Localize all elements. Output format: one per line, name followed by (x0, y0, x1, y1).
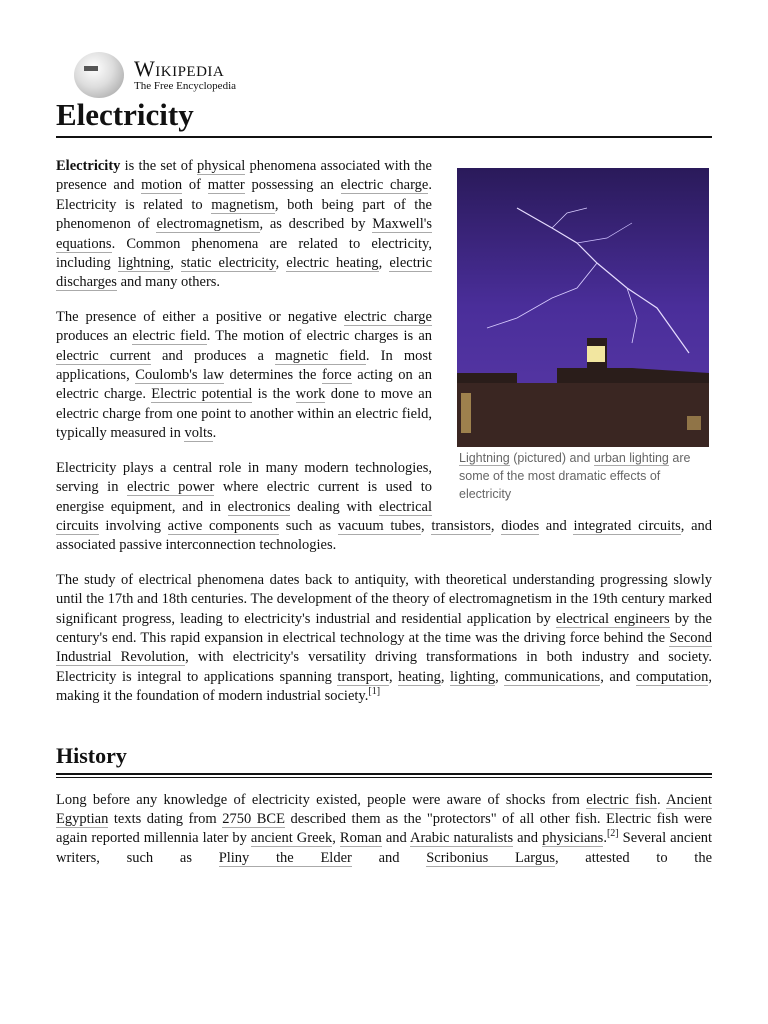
article-link[interactable]: electric heating (286, 255, 379, 272)
text: involving (98, 517, 168, 534)
text: and (381, 830, 410, 847)
text: , (275, 255, 287, 272)
text: of (182, 177, 208, 194)
text: Several ancient writers, such as (56, 830, 713, 866)
text: , attested to the (554, 849, 713, 866)
text: , (170, 255, 181, 272)
text: , as described by (259, 216, 373, 233)
text: , and associated passive interconnection technologies. (56, 517, 713, 554)
text: , both being part of the phenomenon of (56, 196, 432, 233)
article-link[interactable]: physicians (542, 830, 604, 847)
text: . Electricity is related to (56, 177, 432, 213)
citation-link[interactable]: [2] (606, 828, 619, 840)
article-link[interactable]: force (321, 367, 352, 384)
text: , (420, 517, 432, 534)
text: is the set of (120, 158, 197, 174)
article-link[interactable]: Arabic naturalists (410, 830, 514, 847)
article-link[interactable]: work (295, 386, 326, 403)
article-link[interactable]: Ancient Egyptian (56, 791, 712, 827)
article-link[interactable]: transport (337, 668, 389, 685)
text: , (332, 830, 340, 847)
text: acting on an electric charge. (56, 367, 432, 403)
article-link[interactable]: electric charge (343, 308, 432, 325)
text: described them as the "protectors" of all other fish. Electric fish were again reported millennia later by (56, 810, 712, 847)
text: , (378, 255, 390, 272)
lightning-photo[interactable] (457, 168, 709, 447)
logo-subtitle: The Free Encyclopedia (134, 79, 237, 92)
text: is the (252, 386, 296, 403)
article-link[interactable]: magnetism (211, 196, 275, 213)
article-link[interactable]: diodes (501, 517, 540, 534)
text: are some of the most dramatic effects of electricity (459, 451, 691, 501)
article-link[interactable]: electrical engineers (555, 610, 670, 627)
article-link[interactable]: ancient Greek (250, 830, 333, 847)
text: , (495, 668, 505, 685)
text: , and (600, 668, 636, 685)
article-link[interactable]: electric charge (340, 177, 429, 194)
article-link[interactable]: matter (207, 177, 245, 194)
text: and (513, 830, 543, 847)
paragraph (56, 791, 712, 869)
text: where electric current is used to energise equipment, and in (56, 479, 432, 515)
article-link[interactable]: physical (196, 158, 246, 174)
logo-title: Wikipedia (134, 55, 225, 81)
text: by the century's end. This rapid expansion in electrical technology at the time was the driving force behind the (56, 610, 712, 646)
text: Electricity plays a central role in many modern technologies, serving in (56, 459, 432, 496)
text: determines the (223, 367, 322, 384)
article-link[interactable]: electric fish (586, 791, 657, 808)
article-link[interactable]: volts (184, 425, 213, 442)
text: . In most applications, (56, 347, 433, 384)
text: The presence of either a positive or negative (56, 308, 344, 325)
article-link[interactable]: Second Industrial Revolution (56, 629, 712, 666)
text: such as (279, 517, 338, 534)
text: possessing an (244, 177, 341, 194)
text: . (212, 425, 217, 442)
article-link[interactable]: magnetic field (275, 347, 366, 364)
text: , making it the foundation of modern industrial society. (56, 668, 712, 705)
article-link[interactable]: electric power (126, 479, 215, 496)
text: dealing with (290, 498, 379, 515)
text: , (490, 517, 502, 534)
text: phenomena associated with the presence and (56, 158, 432, 194)
text: Long before any knowledge of electricity existed, people were aware of shocks from (56, 791, 587, 808)
lead-figure (457, 168, 709, 503)
text: texts dating from (108, 810, 223, 827)
text: (pictured) and (509, 451, 594, 465)
section-divider (56, 773, 712, 775)
article-link[interactable]: active components (167, 517, 280, 534)
article-link[interactable]: Lightning (459, 451, 510, 465)
text: produces an (56, 328, 133, 345)
figure-caption (457, 447, 709, 503)
text: . (656, 791, 667, 808)
article-link[interactable]: Roman (339, 830, 382, 847)
article-link[interactable]: Coulomb's law (135, 367, 224, 384)
text: . Common phenomena are related to electricity, including (56, 235, 432, 272)
citation-link[interactable]: [1] (368, 686, 381, 698)
article-link[interactable]: urban lighting (593, 451, 669, 465)
text: . (603, 830, 607, 847)
article-link[interactable]: electric field (132, 328, 207, 345)
article-link[interactable]: electronics (227, 498, 291, 515)
article-link[interactable]: Pliny the Elder (218, 849, 352, 866)
text: and (351, 849, 427, 866)
text: done to move an electric charge from one point to another within an electric field, typically measured in (56, 386, 432, 442)
text: and (539, 517, 574, 534)
text: . The motion of electric charges is an (206, 328, 433, 345)
article-link[interactable]: integrated circuits (573, 517, 681, 534)
article-link[interactable]: lightning (117, 255, 171, 272)
article-link[interactable]: lighting (450, 668, 496, 685)
section-divider-thin (56, 777, 712, 778)
text: and produces a (150, 347, 276, 364)
article-link[interactable]: electric current (56, 347, 151, 364)
text: , (388, 668, 399, 685)
article-link[interactable]: 2750 BCE (222, 810, 285, 827)
article-link[interactable]: heating (398, 668, 441, 685)
article-link[interactable]: communications (504, 668, 601, 685)
article-link[interactable]: vacuum tubes (337, 517, 421, 534)
text: and many others. (116, 274, 221, 291)
title-divider (56, 136, 712, 138)
article-link[interactable]: Scribonius Largus (426, 849, 555, 866)
article-link[interactable]: electric discharges (56, 255, 433, 291)
article-link[interactable]: computation (635, 668, 709, 685)
article-link[interactable]: electrical circuits (56, 498, 432, 534)
wikipedia-logo[interactable] (74, 52, 236, 98)
article-link[interactable]: Maxwell's equations (56, 216, 432, 252)
section-heading-history: History (56, 742, 127, 768)
article-link[interactable]: electromagnetism (156, 216, 260, 233)
paragraph (56, 571, 712, 707)
text: , with electricity's versatility driving transformations in both industry and society. Electricity is integral to applications spanning (56, 649, 712, 685)
wikipedia-globe-icon (74, 52, 124, 98)
page-title: Electricity (56, 97, 194, 132)
bold-term: Electricity (56, 158, 121, 174)
article-link[interactable]: motion (141, 177, 183, 194)
article-content (56, 157, 712, 883)
article-link[interactable]: transistors (431, 517, 491, 534)
article-link[interactable]: static electricity (180, 255, 276, 272)
article-link[interactable]: Electric potential (151, 386, 253, 403)
text: The study of electrical phenomena dates back to antiquity, with theoretical understanding progressing slowly until the 17th and 18th centuries. The development of the theory of electromagnetism in the 19th century marked significant progress, leading to electricity's industrial and residential application by (56, 571, 712, 627)
text: , (440, 668, 451, 685)
